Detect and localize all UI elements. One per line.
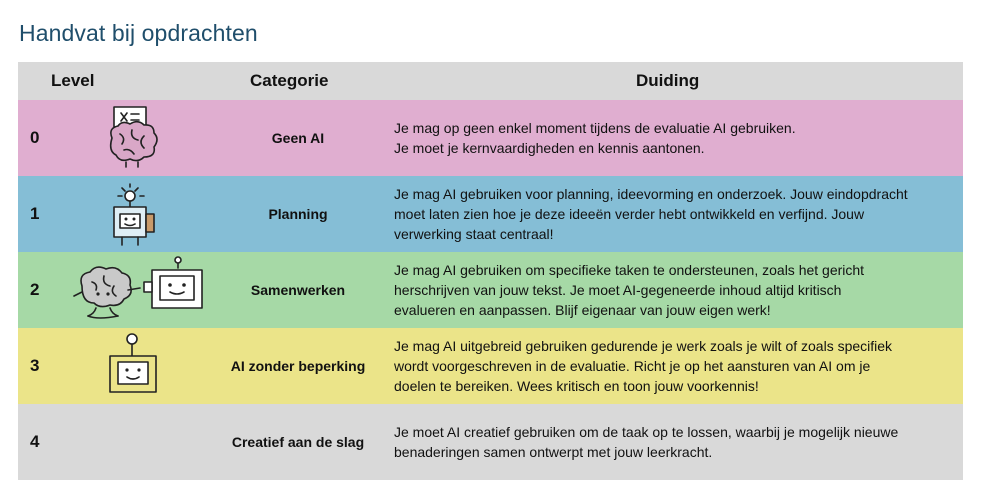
level-number: 1 <box>30 204 40 223</box>
category-label: Planning <box>268 206 328 222</box>
table-row-level-1 <box>18 176 963 252</box>
brain-holding-no-ai-sign-icon <box>104 104 164 170</box>
guidance-text: Je moet AI creatief gebruiken om de taak op te lossen, waarbij je mogelijk nieuwe benaderingen samen ontwerpt met jouw leerkracht. <box>394 424 899 460</box>
page-title: Handvat bij opdrachten <box>19 20 258 46</box>
table-row-level-2 <box>18 252 963 328</box>
level-number: 3 <box>30 356 40 375</box>
guidance-text: Je mag AI uitgebreid gebruiken gedurende je werk zoals je wilt of zoals specifiek wordt voorgeschreven in de evaluatie. Richt je op het aansturen van AI om je doelen te bereiken. Wees kritisch en toon jouw voorkennis! <box>394 338 893 394</box>
table-row-level-4 <box>18 404 963 480</box>
table-row-level-0 <box>18 100 963 176</box>
level-number: 4 <box>30 432 40 451</box>
ai-usage-table <box>18 62 963 480</box>
guidance-text: Je mag AI gebruiken om specifieke taken te ondersteunen, zoals het gericht herschrijven van jouw tekst. Je moet AI-gegeneerde inhoud altijd kritisch evalueren en aanpassen. Blijf eigenaar van jouw eigen werk! <box>394 262 865 318</box>
category-label: Geen AI <box>271 130 325 146</box>
category-label: Creatief aan de slag <box>231 434 365 450</box>
category-label: AI zonder beperking <box>230 358 366 374</box>
brain-and-robot-together-icon <box>68 256 208 324</box>
table-row-level-3 <box>18 328 963 404</box>
robot-with-antenna-icon <box>108 332 164 398</box>
level-number: 0 <box>30 128 40 147</box>
header-category: Categorie <box>250 71 329 90</box>
guidance-text: Je mag AI gebruiken voor planning, ideevorming en onderzoek. Jouw eindopdracht moet laten zien hoe je deze ideeën verder hebt ontwikkeld en verfijnd. Jouw verwerking staat centraal! <box>394 186 908 242</box>
guidance-text: Je mag op geen enkel moment tijdens de evaluatie AI gebruiken. Je moet je kernvaardigheden en kennis aantonen. <box>394 120 796 156</box>
robot-with-lightbulb-icon <box>108 180 160 248</box>
table-header <box>18 62 963 100</box>
header-guidance: Duiding <box>636 71 700 90</box>
header-level: Level <box>51 71 95 90</box>
category-label: Samenwerken <box>250 282 346 298</box>
level-number: 2 <box>30 280 40 299</box>
